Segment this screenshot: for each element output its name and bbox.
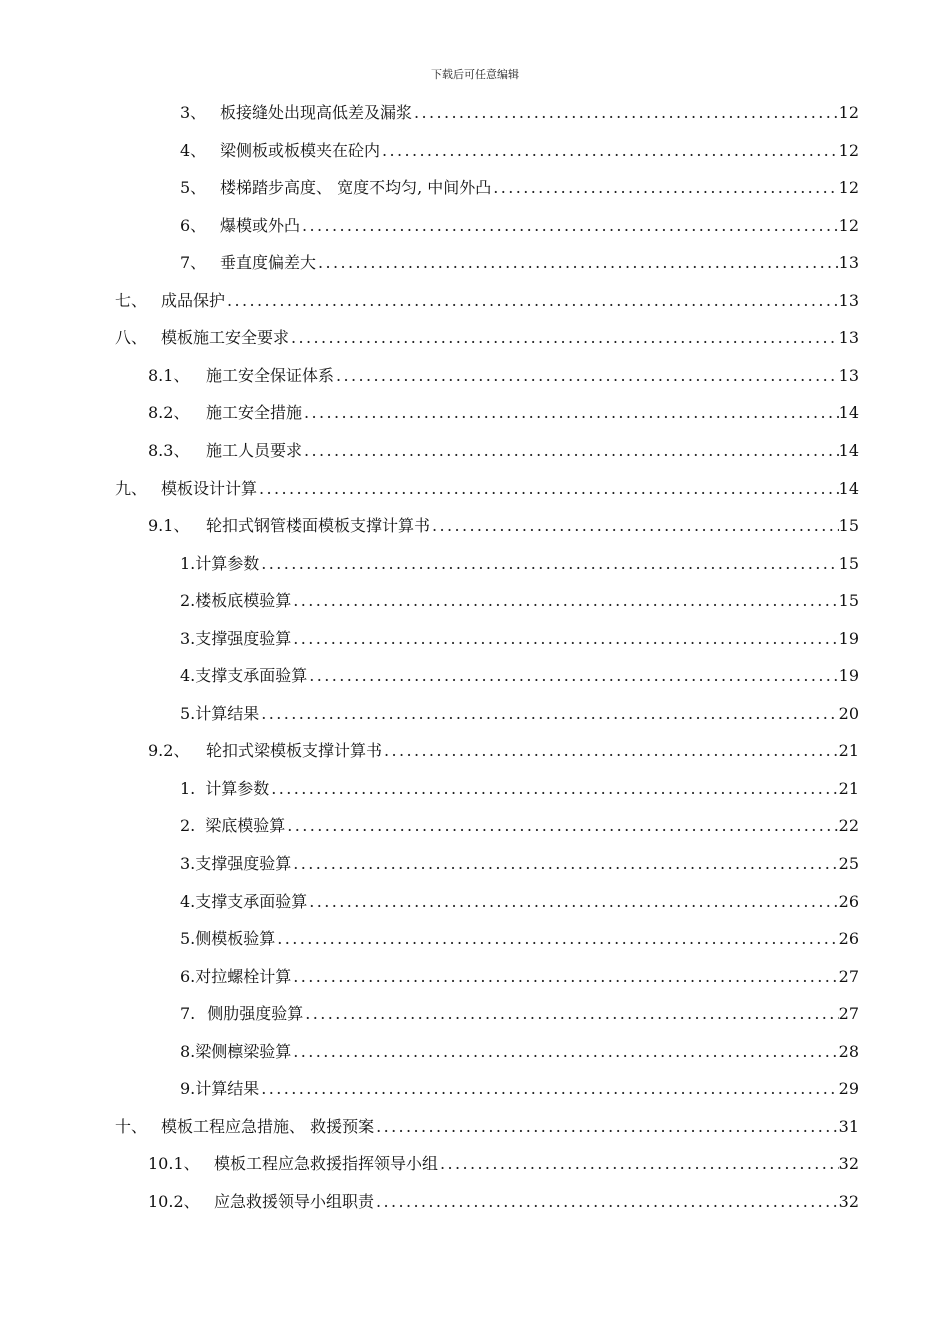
toc-entry-number: 1. [180,778,196,798]
toc-entry-page-number: 13 [838,365,859,385]
toc-entry-number: 8.2、 [148,403,190,423]
toc-entry-title: 施工安全保证体系 [206,365,335,385]
toc-dot-leader [225,287,839,315]
toc-dot-leader [285,812,838,840]
toc-entry-title: 成品保护 [161,290,226,310]
toc-entry[interactable] [180,1000,859,1028]
toc-entry-title: 对拉螺栓计算 [195,966,292,986]
toc-dot-leader [275,925,838,953]
toc-entry-title: 计算结果 [195,1079,260,1099]
toc-entry[interactable] [148,512,859,540]
toc-entry[interactable] [180,625,859,653]
toc-entry-number: 9. [180,1079,196,1099]
toc-entry[interactable] [180,662,859,690]
toc-entry[interactable] [180,1075,859,1103]
toc-dot-leader [257,475,839,503]
toc-entry-number: 十、 [115,1116,148,1136]
toc-entry-title: 垂直度偏差大 [220,253,317,273]
toc-entry-number: 1. [180,553,196,573]
toc-dot-leader [316,249,839,277]
toc-entry-title: 应急救援领导小组职责 [214,1191,375,1211]
toc-entry-page-number: 19 [838,628,859,648]
toc-entry-title: 梁底模验算 [205,816,286,836]
toc-entry-title: 模板工程应急措施、 救援预案 [161,1116,375,1136]
toc-entry[interactable] [180,174,859,202]
toc-entry-page-number: 14 [838,403,859,423]
toc-entry-number: 4、 [180,140,207,160]
toc-entry-number: 3. [180,854,196,873]
toc-entry-title: 侧肋强度验算 [207,1004,304,1024]
toc-dot-leader [269,775,838,803]
toc-entry-page-number: 29 [838,1079,859,1099]
toc-dot-leader [307,662,838,690]
toc-dot-leader [291,963,838,991]
toc-dot-leader [380,137,839,165]
toc-dot-leader [374,1188,839,1216]
toc-entry[interactable] [148,399,859,427]
toc-entry[interactable] [115,1113,859,1141]
toc-entry-page-number: 14 [838,478,859,498]
toc-entry-number: 4. [180,666,196,686]
toc-entry-title: 支撑支承面验算 [195,666,308,686]
toc-entry-number: 10.2、 [148,1191,200,1211]
toc-dot-leader [382,737,839,765]
toc-dot-leader [291,1038,838,1066]
toc-entry-page-number: 13 [838,253,859,273]
toc-entry-number: 9.2、 [148,741,190,761]
toc-entry-number: 2. [180,816,196,836]
toc-entry-page-number: 32 [838,1154,859,1174]
toc-entry[interactable] [180,775,859,803]
toc-entry-title: 模板工程应急救援指挥领导小组 [214,1154,439,1174]
page-header: 下载后可任意编辑 [431,68,519,81]
toc-entry[interactable] [180,587,859,615]
toc-entry-title: 计算结果 [195,703,260,723]
toc-entry[interactable] [148,437,859,465]
toc-entry-title: 板接缝处出现高低差及漏浆 [220,103,413,122]
toc-entry-page-number: 14 [838,440,859,460]
toc-entry-page-number: 12 [838,215,859,235]
toc-entry[interactable] [180,888,859,916]
toc-entry-title: 侧模板验算 [195,929,276,949]
toc-dot-leader [438,1150,839,1178]
toc-entry-number: 8.1、 [148,365,190,385]
toc-dot-leader [291,625,838,653]
toc-entry-page-number: 27 [838,966,859,986]
toc-entry-page-number: 15 [838,553,859,573]
toc-entry-number: 七、 [115,290,148,310]
toc-entry-page-number: 13 [838,290,859,310]
toc-dot-leader [334,362,839,390]
toc-entry-page-number: 26 [838,929,859,949]
toc-entry-page-number: 12 [838,103,859,122]
toc-entry-title: 支撑强度验算 [195,628,292,648]
toc-entry-page-number: 19 [838,666,859,686]
toc-entry-page-number: 31 [838,1116,859,1136]
toc-entry-number: 2. [180,591,196,611]
toc-entry-page-number: 21 [838,778,859,798]
toc-entry-page-number: 27 [838,1004,859,1024]
toc-dot-leader [302,437,839,465]
toc-entry-page-number: 25 [838,854,859,873]
toc-dot-leader [300,212,839,240]
toc-entry-number: 5、 [180,178,207,198]
toc-entry-number: 八、 [115,328,148,348]
toc-dot-leader [374,1113,839,1141]
toc-entry-number: 3. [180,628,196,648]
toc-entry[interactable] [148,1150,859,1178]
toc-entry[interactable] [180,700,859,728]
toc-dot-leader [302,399,839,427]
toc-entry-number: 5. [180,703,196,723]
toc-dot-leader [303,1000,838,1028]
toc-entry-number: 9.1、 [148,516,190,536]
toc-entry-title: 楼梯踏步高度、 宽度不均匀, 中间外凸 [220,178,492,198]
toc-entry[interactable] [180,850,859,878]
toc-entry[interactable] [148,1188,859,1216]
toc-entry-number: 10.1、 [148,1154,200,1174]
toc-entry-title: 爆模或外凸 [220,215,301,235]
toc-entry-page-number: 21 [838,741,859,761]
toc-dot-leader [259,700,838,728]
toc-entry-page-number: 15 [838,516,859,536]
toc-dot-leader [307,888,838,916]
toc-entry-page-number: 13 [838,328,859,348]
toc-dot-leader [291,587,838,615]
toc-entry-number: 8. [180,1041,196,1061]
toc-entry-number: 4. [180,891,196,911]
toc-entry-page-number: 26 [838,891,859,911]
toc-entry[interactable] [115,287,859,315]
toc-entry-title: 施工人员要求 [206,440,303,460]
toc-dot-leader [491,174,838,202]
toc-entry-number: 8.3、 [148,440,190,460]
toc-entry[interactable] [148,737,859,765]
toc-entry[interactable] [115,475,859,503]
toc-dot-leader [259,550,838,578]
toc-entry[interactable] [180,99,859,127]
toc-entry-number: 3、 [180,103,207,122]
toc-dot-leader [289,324,839,352]
toc-dot-leader [412,99,839,127]
toc-entry[interactable] [180,812,859,840]
toc-entry-title: 计算参数 [195,553,260,573]
toc-entry-title: 楼板底模验算 [195,591,292,611]
toc-entry-page-number: 15 [838,591,859,611]
toc-entry-page-number: 20 [838,703,859,723]
toc-entry-title: 模板设计计算 [161,478,258,498]
toc-entry[interactable] [180,212,859,240]
toc-entry[interactable] [180,249,859,277]
toc-entry[interactable] [115,324,859,352]
toc-entry-page-number: 22 [838,816,859,836]
toc-entry-number: 九、 [115,478,148,498]
toc-entry-title: 梁侧檩梁验算 [195,1041,292,1061]
toc-entry[interactable] [180,963,859,991]
toc-entry-page-number: 12 [838,140,859,160]
toc-entry-title: 支撑支承面验算 [195,891,308,911]
toc-entry-page-number: 32 [838,1191,859,1211]
toc-entry-number: 6、 [180,215,207,235]
toc-entry-title: 轮扣式钢管楼面模板支撑计算书 [206,516,431,536]
toc-entry-title: 计算参数 [205,778,270,798]
toc-entry[interactable] [180,137,859,165]
toc-dot-leader [291,850,838,878]
toc-dot-leader [259,1075,838,1103]
toc-entry-title: 支撑强度验算 [195,854,292,873]
toc-entry-number: 7、 [180,253,207,273]
toc-entry-title: 模板施工安全要求 [161,328,290,348]
toc-entry-page-number: 28 [838,1041,859,1061]
toc-dot-leader [430,512,839,540]
toc-entry-number: 6. [180,966,196,986]
toc-entry-title: 梁侧板或板模夹在砼内 [220,140,381,160]
toc-entry[interactable] [180,925,859,953]
toc-entry-title: 施工安全措施 [206,403,303,423]
toc-entry[interactable] [180,550,859,578]
toc-entry-title: 轮扣式梁模板支撑计算书 [206,741,383,761]
toc-entry-page-number: 12 [838,178,859,198]
toc-entry-number: 5. [180,929,196,949]
toc-entry[interactable] [148,362,859,390]
toc-entry[interactable] [180,1038,859,1066]
toc-entry-number: 7. [180,1004,196,1024]
